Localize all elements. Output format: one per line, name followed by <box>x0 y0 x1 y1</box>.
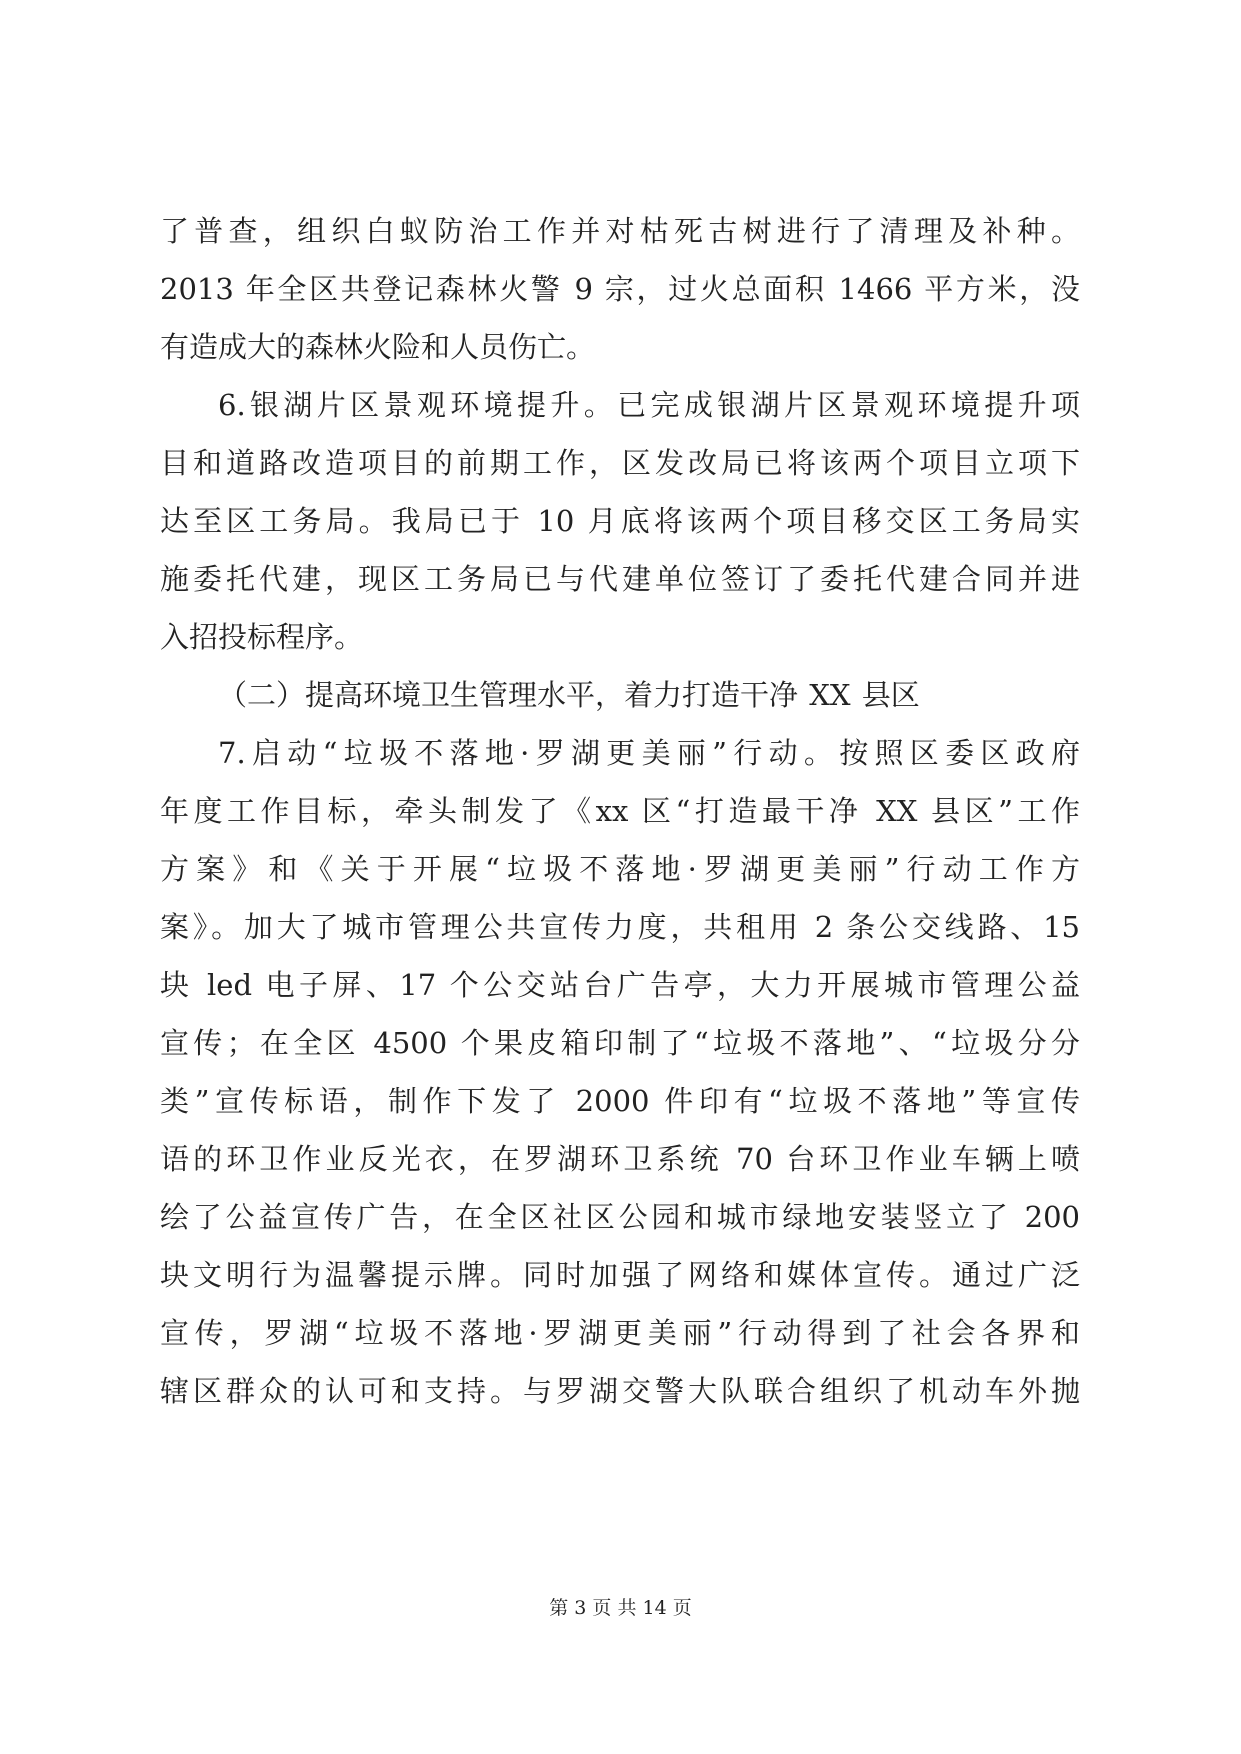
text-line-1: 了普查，组织白蚁防治工作并对枯死古树进行了清理及补种。 <box>160 214 1080 248</box>
text-line-12: 方案》和《关于开展“垃圾不落地·罗湖更美丽”行动工作方 <box>160 852 1080 886</box>
text-line-19: 块文明行为温馨提示牌。同时加强了网络和媒体宣传。通过广泛 <box>160 1258 1080 1292</box>
text-line-17: 语的环卫作业反光衣，在罗湖环卫系统 70 台环卫作业车辆上喷 <box>160 1142 1080 1176</box>
text-line-6: 达至区工务局。我局已于 10 月底将该两个项目移交区工务局实 <box>160 504 1080 538</box>
text-line-10: 7.启动“垃圾不落地·罗湖更美丽”行动。按照区委区政府 <box>218 736 1080 770</box>
text-line-20: 宣传，罗湖“垃圾不落地·罗湖更美丽”行动得到了社会各界和 <box>160 1316 1080 1350</box>
text-line-11: 年度工作目标，牵头制发了《xx 区“打造最干净 XX 县区”工作 <box>160 794 1080 828</box>
text-line-5: 目和道路改造项目的前期工作，区发改局已将该两个项目立项下 <box>160 446 1080 480</box>
page-number-footer: 第 3 页 共 14 页 <box>549 1597 692 1619</box>
text-line-21: 辖区群众的认可和支持。与罗湖交警大队联合组织了机动车外抛 <box>160 1374 1080 1408</box>
text-line-18: 绘了公益宣传广告，在全区社区公园和城市绿地安装竖立了 200 <box>160 1200 1080 1234</box>
text-line-8: 入招投标程序。 <box>160 620 364 654</box>
text-line-15: 宣传；在全区 4500 个果皮箱印制了“垃圾不落地”、“垃圾分分 <box>160 1026 1080 1060</box>
text-line-3: 有造成大的森林火险和人员伤亡。 <box>160 330 596 364</box>
text-line-4: 6.银湖片区景观环境提升。已完成银湖片区景观环境提升项 <box>218 388 1080 422</box>
section-heading: （二）提高环境卫生管理水平，着力打造干净 XX 县区 <box>218 678 920 712</box>
text-line-2: 2013 年全区共登记森林火警 9 宗，过火总面积 1466 平方米，没 <box>160 272 1080 306</box>
text-line-13: 案》。加大了城市管理公共宣传力度，共租用 2 条公交线路、15 <box>160 910 1080 944</box>
text-line-14: 块 led 电子屏、17 个公交站台广告亭，大力开展城市管理公益 <box>160 968 1080 1002</box>
text-line-7: 施委托代建，现区工务局已与代建单位签订了委托代建合同并进 <box>160 562 1080 596</box>
text-line-16: 类”宣传标语，制作下发了 2000 件印有“垃圾不落地”等宣传 <box>160 1084 1080 1118</box>
